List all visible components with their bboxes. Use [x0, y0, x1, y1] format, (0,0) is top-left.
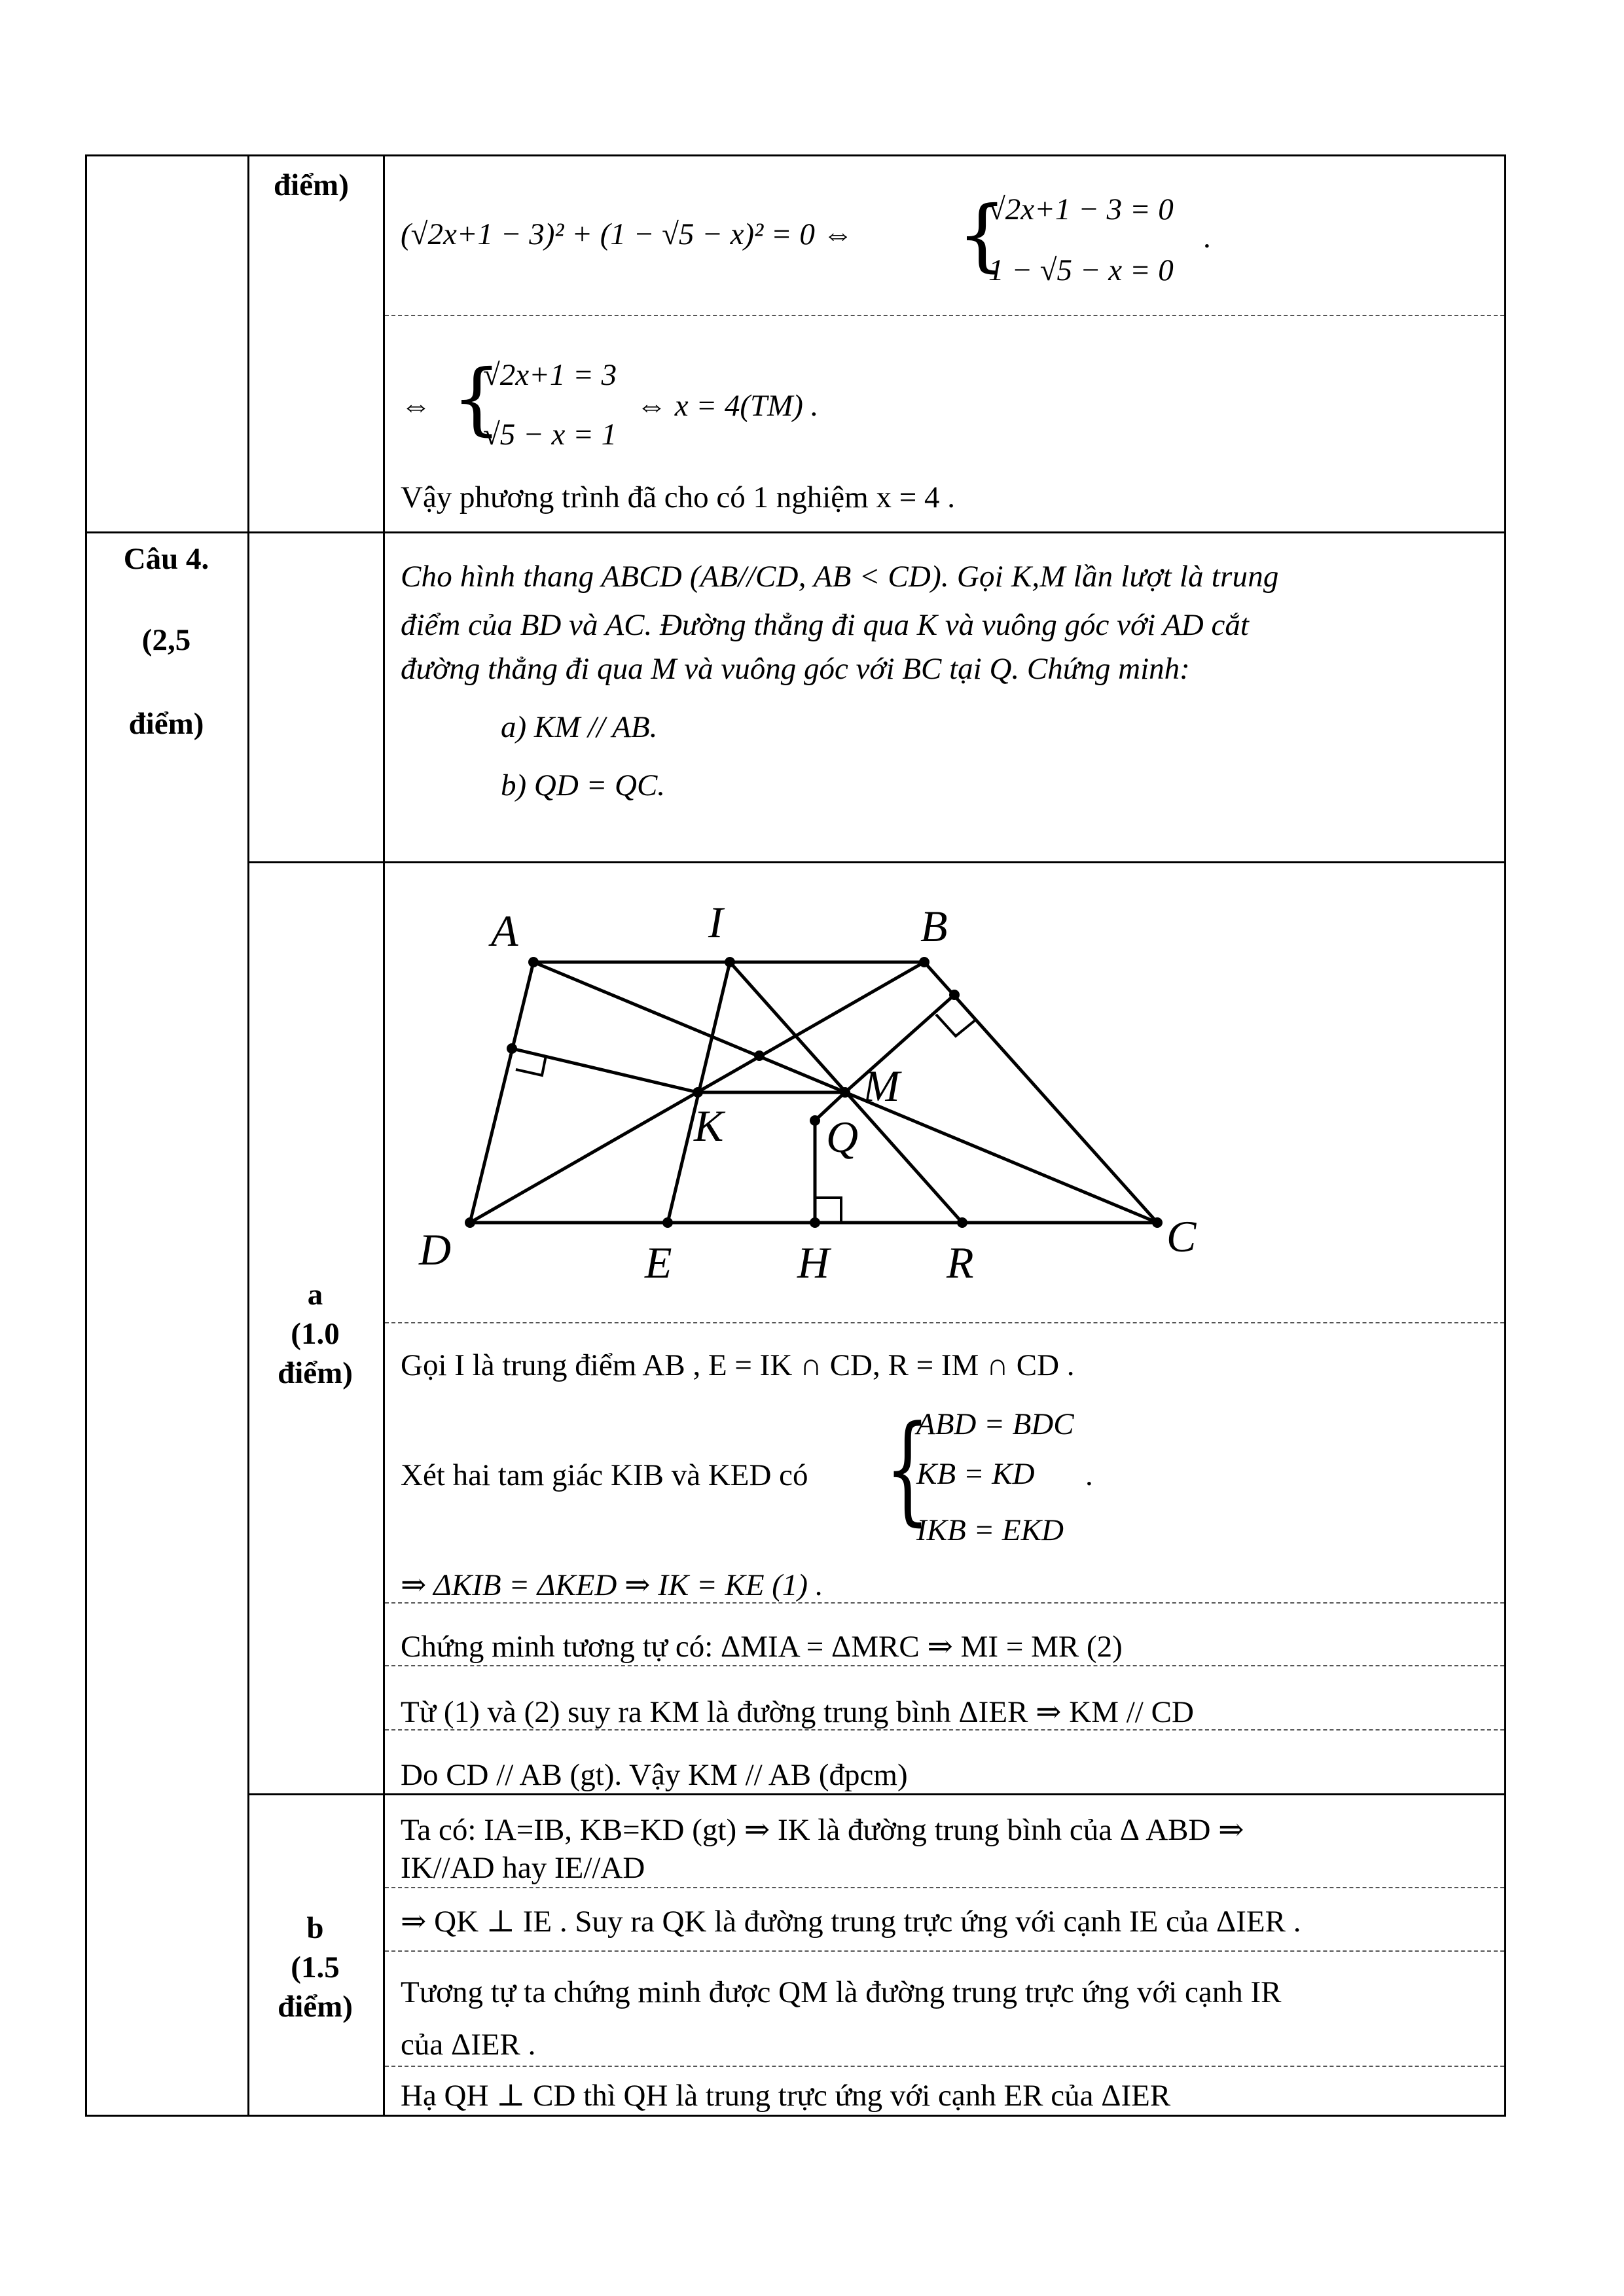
q4-part-a-statement: a) KM // AB. [501, 710, 658, 744]
sol-b-line-1b: IK//AD hay IE//AD [401, 1851, 645, 1885]
part-b-label: b [306, 1911, 324, 1945]
q4-points-1: (2,5 [141, 623, 191, 657]
subrow-divider [385, 2066, 1504, 2067]
sol-a-system-3: IKB = EKD [916, 1513, 1064, 1547]
sol-a-line-6: Do CD // AB (gt). Vậy KM // AB (đpcm) [401, 1758, 908, 1792]
point-label-c: C [1166, 1211, 1197, 1261]
subrow-divider [385, 1665, 1504, 1666]
q4-problem-line-1: Cho hình thang ABCD (AB//CD, AB < CD). Gọi K,M lần lượt là trung [401, 560, 1279, 594]
sol-a-line-2: Xét hai tam giác KIB và KED có [401, 1458, 808, 1492]
table-col-divider-1 [247, 154, 249, 2117]
table-border-top [85, 154, 1506, 156]
point-label-d: D [419, 1225, 452, 1274]
q3-system1-eq1: √2x+1 − 3 = 0 [988, 192, 1174, 226]
sol-a-line-4: Chứng minh tương tự có: ΔMIA = ΔMRC ⇒ MI = MR (2) [401, 1630, 1123, 1664]
q3-system1-eq2: 1 − √5 − x = 0 [988, 253, 1174, 287]
sol-b-line-1a: Ta có: IA=IB, KB=KD (gt) ⇒ IK là đường trung bình của Δ ABD ⇒ [401, 1813, 1244, 1847]
q4-problem-line-3: đường thẳng đi qua M và vuông góc với BC tại Q. Chứng minh: [401, 652, 1190, 686]
sol-a-system-dot: . [1085, 1458, 1093, 1492]
q4-title: Câu 4. [123, 542, 209, 576]
q3-solution: ⇔ x = 4(TM) . [636, 389, 819, 423]
trapezoid-figure [393, 870, 1296, 1289]
row-divider-figure [247, 861, 1506, 863]
part-b-points-2: điểm) [278, 1990, 353, 2024]
sol-b-line-2: ⇒ QK ⊥ IE . Suy ra QK là đường trung trực ứng với cạnh IE của ΔIER . [401, 1905, 1301, 1939]
sol-a-line-1: Gọi I là trung điểm AB , E = IK ∩ CD, R = IM ∩ CD . [401, 1348, 1075, 1382]
table-border-bottom [85, 2115, 1506, 2117]
point-label-h: H [797, 1238, 830, 1287]
point-label-q: Q [826, 1112, 859, 1162]
sol-a-line-5: Từ (1) và (2) suy ra KM là đường trung bình ΔIER ⇒ KM // CD [401, 1695, 1194, 1729]
sol-b-line-3b: của ΔIER . [401, 2028, 536, 2062]
q3-system1-dot: . [1203, 221, 1211, 255]
subrow-divider [385, 1322, 1504, 1323]
point-label-k: K [694, 1101, 724, 1151]
subrow-divider [385, 1887, 1504, 1888]
q4-problem-line-2: điểm của BD và AC. Đường thẳng đi qua K và vuông góc với AD cắt [401, 608, 1249, 642]
sol-a-system-brace: { [885, 1401, 930, 1537]
q3-points-tail: điểm) [274, 168, 349, 202]
table-border-left [85, 154, 87, 2117]
point-label-r: R [947, 1238, 974, 1287]
part-b-points-1: (1.5 [291, 1950, 340, 1984]
sol-b-line-3a: Tương tự ta chứng minh được QM là đường trung trực ứng với cạnh IR [401, 1975, 1282, 2009]
q3-system2-eq2: √5 − x = 1 [483, 418, 617, 452]
point-label-e: E [645, 1238, 672, 1287]
point-label-i: I [708, 897, 723, 947]
q3-equation-line: (√2x+1 − 3)² + (1 − √5 − x)² = 0 ⇔ [401, 217, 854, 251]
table-col-divider-2 [383, 154, 385, 2117]
q3-conclusion: Vậy phương trình đã cho có 1 nghiệm x = 4 . [401, 480, 955, 514]
row-divider-part-b [247, 1793, 1506, 1795]
row-divider-q4 [85, 531, 1506, 533]
part-a-points-1: (1.0 [291, 1317, 340, 1351]
q3-system-brace-2: { [452, 353, 502, 444]
part-a-label: a [307, 1278, 323, 1312]
sol-a-system-2: KB = KD [916, 1457, 1035, 1491]
part-a-points-2: điểm) [278, 1356, 353, 1390]
q3-implies: ⇔ [401, 389, 431, 423]
subrow-divider [385, 1950, 1504, 1952]
sol-a-system-1: ABD = BDC [916, 1407, 1074, 1441]
q4-part-b-statement: b) QD = QC. [501, 768, 666, 802]
sol-b-line-4: Hạ QH ⊥ CD thì QH là trung trực ứng với cạnh ER của ΔIER [401, 2079, 1171, 2113]
point-label-m: M [863, 1061, 900, 1111]
q3-system-brace-1: { [957, 190, 1007, 281]
sol-a-line-3: ⇒ ΔKIB = ΔKED ⇒ IK = KE (1) . [401, 1568, 823, 1602]
q3-system2-eq1: √2x+1 = 3 [483, 358, 617, 392]
subrow-divider [385, 315, 1504, 316]
table-border-right [1504, 154, 1506, 2117]
q4-points-2: điểm) [128, 707, 204, 741]
point-label-a: A [491, 906, 518, 956]
point-label-b: B [920, 901, 948, 951]
